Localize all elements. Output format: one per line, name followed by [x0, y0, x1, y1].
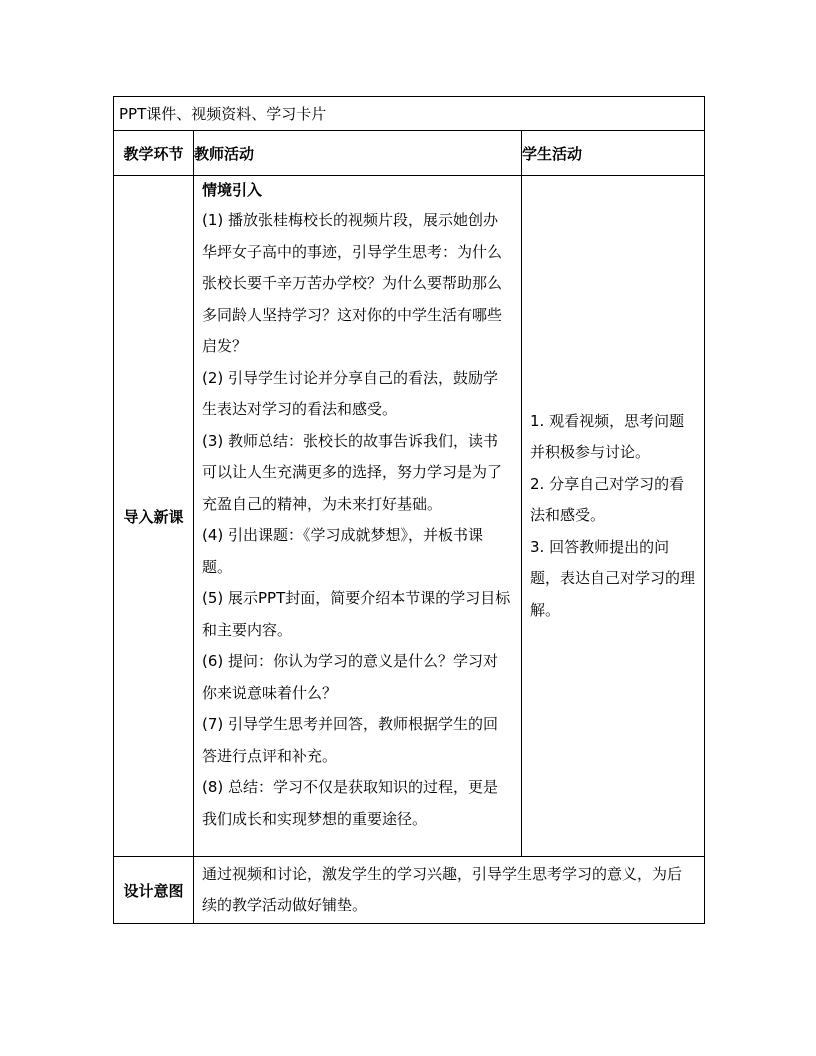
design-text: 通过视频和讨论，激发学生的学习兴趣，引导学生思考学习的意义，为后续的教学活动做好铺垫。 — [194, 857, 705, 924]
student-item: 2. 分享自己对学习的看法和感受。 — [530, 474, 685, 525]
intro-row — [114, 176, 705, 857]
teacher-item: (2) 引导学生讨论并分享自己的看法，鼓励学生表达对学习的看法和感受。 — [202, 368, 499, 418]
teacher-item: (3) 教师总结：张校长的故事告诉我们，读书可以让人生充满更多的选择，努力学习是为了充盈自己的精神，为未来打好基础。 — [202, 431, 503, 513]
teacher-item: (8) 总结：学习不仅是获取知识的过程，更是我们成长和实现梦想的重要途径。 — [202, 778, 499, 828]
design-label: 设计意图 — [114, 857, 194, 924]
stage-label: 导入新课 — [114, 176, 194, 857]
lesson-plan-table — [113, 96, 705, 924]
teacher-item: (4) 引出课题：《学习成就梦想》，并板书课题。 — [202, 526, 484, 576]
teacher-activity-cell — [194, 176, 522, 857]
teacher-item: (6) 提问：你认为学习的意义是什么？学习对你来说意味着什么？ — [202, 652, 499, 702]
header-row — [114, 131, 705, 176]
header-stage: 教学环节 — [114, 131, 194, 176]
header-student-activity: 学生活动 — [522, 131, 705, 176]
student-activity-cell — [522, 176, 705, 857]
materials-cell: PPT课件、视频资料、学习卡片 — [114, 97, 705, 131]
teacher-item: (5) 展示PPT封面，简要介绍本节课的学习目标和主要内容。 — [202, 589, 511, 639]
teacher-item: (1) 播放张桂梅校长的视频片段，展示她创办华坪女子高中的事迹，引导学生思考：为什么张校长要千辛万苦办学校？为什么要帮助那么多同龄人坚持学习？这对你的中学生活有哪些启发？ — [202, 211, 503, 355]
materials-row — [114, 97, 705, 131]
teacher-item: (7) 引导学生思考并回答，教师根据学生的回答进行点评和补充。 — [202, 715, 499, 765]
header-teacher-activity: 教师活动 — [194, 131, 522, 176]
student-item: 3. 回答教师提出的问题，表达自己对学习的理解。 — [530, 537, 696, 619]
design-row — [114, 857, 705, 924]
teacher-subtitle: 情境引入 — [202, 181, 263, 199]
student-item: 1. 观看视频，思考问题并积极参与讨论。 — [530, 411, 685, 462]
